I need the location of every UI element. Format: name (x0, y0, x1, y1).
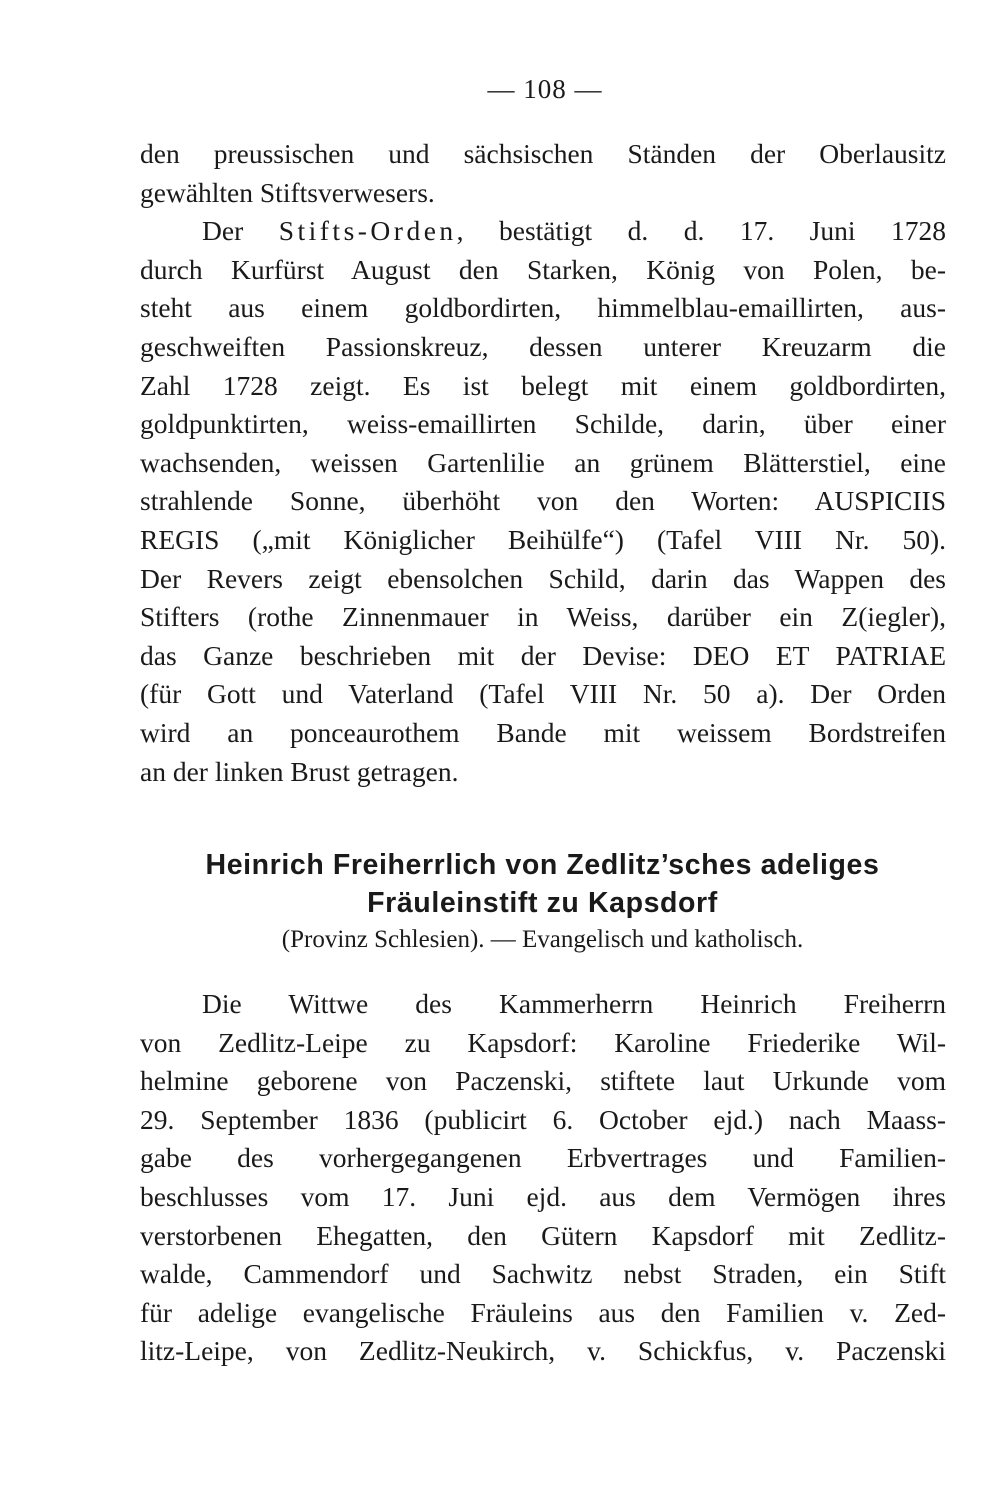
text-line-stifts-orden (140, 212, 946, 251)
text-line: 29. September 1836 (publicirt 6. October ejd.) nach Maass- (140, 1103, 946, 1135)
section-heading: Heinrich Freiherrlich von Zedlitz’sches adeliges (205, 849, 880, 881)
text-line: Der Revers zeigt ebensolchen Schild, darin das Wappen des (140, 562, 946, 594)
text-line: walde, Cammendorf und Sachwitz nebst Straden, ein Stift (140, 1258, 946, 1290)
body-text-bottom (140, 985, 946, 1371)
text-line: das Ganze beschrieben mit der Devise: DEO ET PATRIAE (140, 639, 946, 671)
text-line: beschlusses vom 17. Juni ejd. aus dem Vermögen ihres (140, 1180, 946, 1212)
text-line: (für Gott und Vaterland (Tafel VIII Nr. 50 a). Der Orden (140, 678, 946, 710)
text-line: Die Wittwe des Kammerherrn Heinrich Freiherrn (202, 988, 946, 1019)
text-line: wachsenden, weissen Gartenlilie an grünem Blätterstiel, eine (140, 446, 946, 478)
text-line: REGIS („mit Königlicher Beihülfe“) (Tafel VIII Nr. 50). (140, 523, 946, 555)
text-line: wird an ponceaurothem Bande mit weissem Bordstreifen (140, 716, 946, 748)
text-line: goldpunktirten, weiss-emaillirten Schilde, darin, über einer (140, 408, 946, 440)
text-line: für adelige evangelische Fräuleins aus den Familien v. Zed- (140, 1296, 946, 1328)
text-line: gewählten Stiftsverwesers. (140, 176, 435, 208)
order-name-spaced: Stifts-Orden (278, 215, 457, 247)
text-line: helmine geborene von Paczenski, stiftete laut Urkunde vom (140, 1065, 946, 1097)
text-fragment: , bestätigt d. d. 17. Juni 1728 (456, 215, 946, 247)
text-line: strahlende Sonne, überhöht von den Worten: AUSPICIIS (140, 485, 946, 517)
page-number: — 108 — (487, 74, 603, 104)
text-line: gabe des vorhergegangenen Erbvertrages und Familien- (140, 1142, 946, 1174)
text-line: verstorbenen Ehegatten, den Gütern Kapsdorf mit Zedlitz- (140, 1219, 946, 1251)
text-line: steht aus einem goldbordirten, himmelblau-emaillirten, aus- (140, 292, 946, 324)
text-fragment: Der (202, 215, 279, 247)
text-line: durch Kurfürst August den Starken, König von Polen, be- (140, 253, 946, 285)
text-line: Stifters (rothe Zinnenmauer in Weiss, darüber ein Z(iegler), (140, 601, 946, 633)
section-subtitle: (Provinz Schlesien). — Evangelisch und katholisch. (281, 926, 804, 953)
text-line: an der linken Brust getragen. (140, 755, 459, 787)
text-line: den preussischen und sächsischen Ständen der Oberlausitz (140, 138, 946, 169)
text-line: von Zedlitz-Leipe zu Kapsdorf: Karoline Friederike Wil- (140, 1026, 946, 1058)
body-text-top (140, 135, 946, 791)
text-line: Zahl 1728 zeigt. Es ist belegt mit einem goldbordirten, (140, 369, 946, 401)
section-heading: Fräuleinstift zu Kapsdorf (367, 887, 718, 919)
text-line: geschweiften Passionskreuz, dessen unterer Kreuzarm die (140, 330, 946, 362)
text-line: litz-Leipe, von Zedlitz-Neukirch, v. Schickfus, v. Paczenski (140, 1335, 946, 1367)
